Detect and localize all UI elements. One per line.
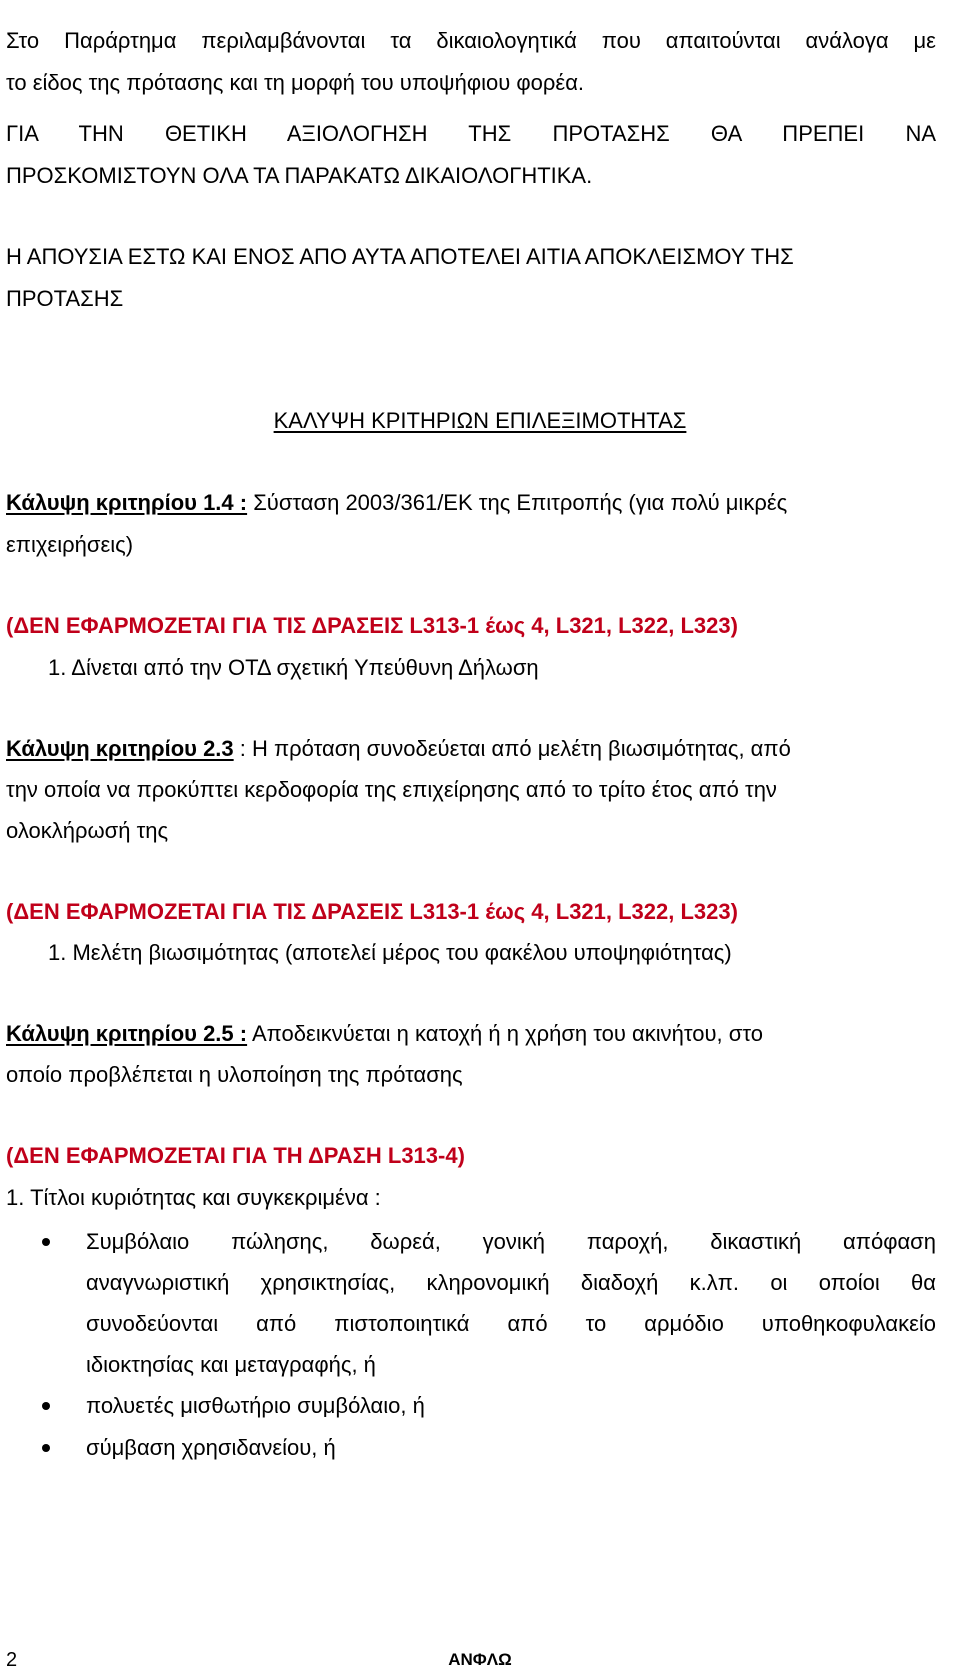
- criterion-1-4-text: Σύσταση 2003/361/ΕΚ της Επιτροπής (για πολύ μικρές: [247, 490, 788, 515]
- criterion-2-3-line-1: [6, 736, 791, 762]
- bullet-1-line-3: συνοδεύονται από πιστοποιητικά από το αρμόδιο υποθηκοφυλακείο: [86, 1311, 936, 1336]
- bullet-1-line-2: αναγνωριστική χρησικτησίας, κληρονομική διαδοχή κ.λπ. οι οποίοι θα: [86, 1270, 936, 1295]
- criterion-2-5-line-2: οποίο προβλέπεται η υλοποίηση της πρότασης: [6, 1062, 463, 1087]
- criterion-2-3-item-1: 1. Μελέτη βιωσιμότητας (αποτελεί μέρος του φακέλου υποψηφιότητας): [48, 940, 732, 965]
- bullet-3-line-1: σύμβαση χρησιδανείου, ή: [86, 1435, 336, 1460]
- bullet-2-line-1: πολυετές μισθωτήριο συμβόλαιο, ή: [86, 1393, 425, 1418]
- warning-1-line-2: ΠΡΟΣΚΟΜΙΣΤΟΥΝ ΟΛΑ ΤΑ ΠΑΡΑΚΑΤΩ ΔΙΚΑΙΟΛΟΓΗΤΙΚΑ.: [6, 163, 593, 188]
- bullet-3-dot: [42, 1444, 50, 1452]
- bullet-1-dot: [42, 1238, 50, 1246]
- intro-line-1: Στο Παράρτημα περιλαμβάνονται τα δικαιολογητικά που απαιτούνται ανάλογα με: [6, 28, 936, 53]
- page-number: 2: [6, 1649, 18, 1671]
- criterion-1-4-label: Κάλυψη κριτηρίου 1.4 :: [6, 490, 248, 515]
- warning-1-line-1: ΓΙΑ ΤΗΝ ΘΕΤΙΚΗ ΑΞΙΟΛΟΓΗΣΗ ΤΗΣ ΠΡΟΤΑΣΗΣ ΘΑ ΠΡΕΠΕΙ ΝΑ: [6, 121, 936, 146]
- criterion-2-5-item-1: 1. Τίτλοι κυριότητας και συγκεκριμένα :: [6, 1185, 381, 1210]
- criterion-2-3-label: Κάλυψη κριτηρίου 2.3: [6, 736, 234, 761]
- criterion-2-5-text: Αποδεικνύεται η κατοχή ή η χρήση του ακινήτου, στο: [247, 1021, 763, 1046]
- criterion-2-5-label: Κάλυψη κριτηρίου 2.5 :: [6, 1021, 248, 1046]
- intro-line-2: το είδος της πρότασης και τη μορφή του υποψήφιου φορέα.: [6, 70, 585, 95]
- criterion-2-3-exception: (ΔΕΝ ΕΦΑΡΜΟΖΕΤΑΙ ΓΙΑ ΤΙΣ ΔΡΑΣΕΙΣ L313-1 έως 4, L321, L322, L323): [6, 899, 738, 924]
- criterion-1-4-line-1: [6, 490, 787, 516]
- footer-organization: ΑΝΦΛΩ: [448, 1650, 512, 1669]
- criterion-2-5-line-1: [6, 1021, 763, 1047]
- warning-2-line-1: Η ΑΠΟΥΣΙΑ ΕΣΤΩ ΚΑΙ ΕΝΟΣ ΑΠΟ ΑΥΤΑ ΑΠΟΤΕΛΕΙ ΑΙΤΙΑ ΑΠΟΚΛΕΙΣΜΟΥ ΤΗΣ: [6, 244, 794, 269]
- bullet-2-dot: [42, 1402, 50, 1410]
- criterion-1-4-item-1: 1. Δίνεται από την ΟΤΔ σχετική Υπεύθυνη Δήλωση: [48, 655, 539, 680]
- bullet-1-line-4: ιδιοκτησίας και μεταγραφής, ή: [86, 1352, 376, 1377]
- criterion-2-3-line-3: ολοκλήρωσή της: [6, 818, 169, 843]
- section-heading: ΚΑΛΥΨΗ ΚΡΙΤΗΡΙΩΝ ΕΠΙΛΕΞΙΜΟΤΗΤΑΣ: [273, 408, 687, 433]
- criterion-2-3-line-2: την οποία να προκύπτει κερδοφορία της επιχείρησης από το τρίτο έτος από την: [6, 777, 777, 802]
- criterion-1-4-exception: (ΔΕΝ ΕΦΑΡΜΟΖΕΤΑΙ ΓΙΑ ΤΙΣ ΔΡΑΣΕΙΣ L313-1 έως 4, L321, L322, L323): [6, 613, 738, 638]
- warning-2-line-2: ΠΡΟΤΑΣΗΣ: [6, 286, 124, 311]
- bullet-1-line-1: Συμβόλαιο πώλησης, δωρεά, γονική παροχή, δικαστική απόφαση: [86, 1229, 936, 1254]
- criterion-2-3-text: : Η πρόταση συνοδεύεται από μελέτη βιωσιμότητας, από: [233, 736, 791, 761]
- criterion-2-5-exception: (ΔΕΝ ΕΦΑΡΜΟΖΕΤΑΙ ΓΙΑ ΤΗ ΔΡΑΣΗ L313-4): [6, 1143, 465, 1168]
- criterion-1-4-line-2: επιχειρήσεις): [6, 532, 134, 557]
